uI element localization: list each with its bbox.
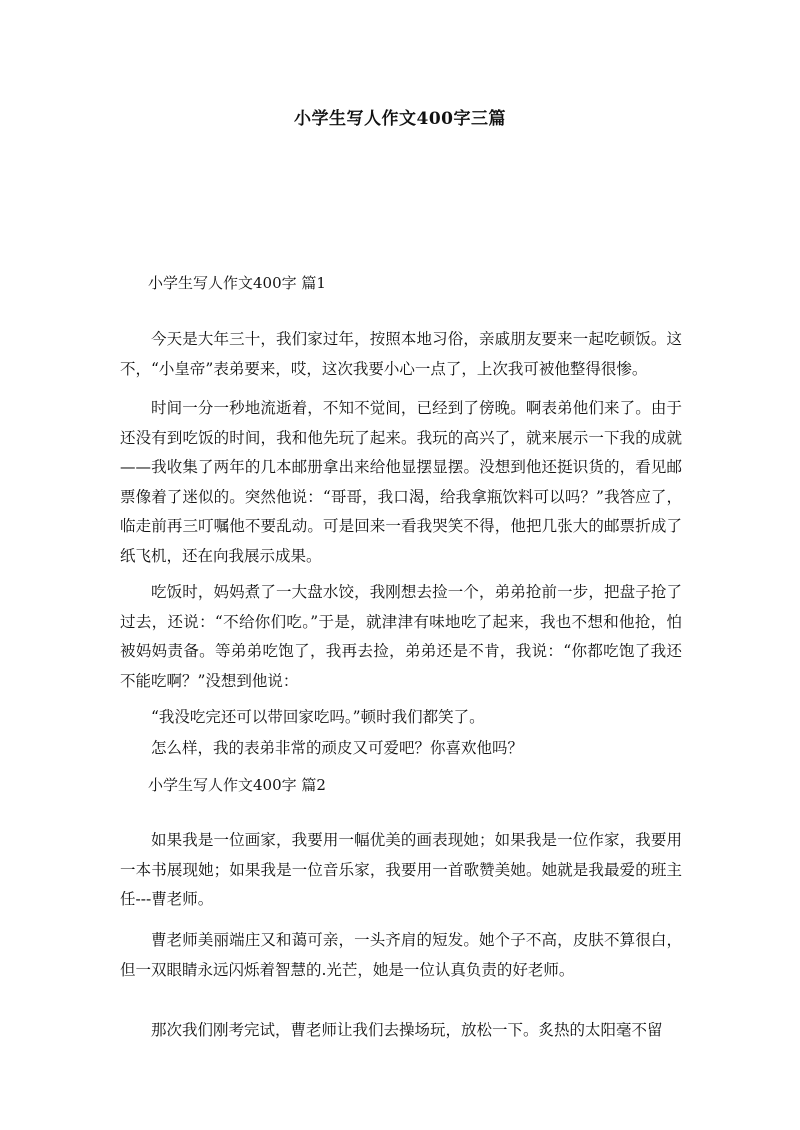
paragraph: 如果我是一位画家，我要用一幅优美的画表现她；如果我是一位作家，我要用一本书展现她；如果我是一位音乐家，我要用一首歌赞美她。她就是我最爱的班主任---曹老师。 [120,831,682,908]
paragraph: “我没吃完还可以带回家吃吗。”顿时我们都笑了。 [151,708,485,726]
paragraph: 怎么样，我的表弟非常的顽皮又可爱吧？你喜欢他吗？ [151,739,524,757]
paragraph: 今天是大年三十，我们家过年，按照本地习俗，亲戚朋友要来一起吃顿饭。这不，“小皇帝”表弟要来，哎，这次我要小心一点了，上次我可被他整得很惨。 [120,330,682,378]
section-heading-1: 小学生写人作文400字 篇1 [148,274,326,292]
section-heading-2: 小学生写人作文400字 篇2 [148,776,326,794]
paragraph: 吃饭时，妈妈煮了一大盘水饺，我刚想去捡一个，弟弟抢前一步，把盘子抢了过去，还说：“不给你们吃。”于是，就津津有味地吃了起来，我也不想和他抢，怕被妈妈责备。等弟弟吃饱了，我再去捡，弟弟还是不肯，我说：“你都吃饱了我还不能吃啊？”没想到他说： [120,583,682,690]
paragraph: 曹老师美丽端庄又和蔼可亲，一头齐肩的短发。她个子不高，皮肤不算很白，但一双眼睛永远闪烁着智慧的.光芒，她是一位认真负责的好老师。 [120,931,682,979]
document-title: 小学生写人作文400字三篇 [294,109,506,129]
paragraph: 那次我们刚考完试，曹老师让我们去操场玩，放松一下。炙热的太阳毫不留 [151,1021,663,1039]
paragraph: 时间一分一秒地流逝着，不知不觉间，已经到了傍晚。啊表弟他们来了。由于还没有到吃饭的时间，我和他先玩了起来。我玩的高兴了，就来展示一下我的成就——我收集了两年的几本邮册拿出来给他显摆显摆。没想到他还挺识货的，看见邮票像着了迷似的。突然他说：“哥哥，我口渴，给我拿瓶饮料可以吗？”我答应了，临走前再三叮嘱他不要乱动。可是回来一看我哭笑不得，他把几张大的邮票折成了纸飞机，还在向我展示成果。 [120,399,682,565]
